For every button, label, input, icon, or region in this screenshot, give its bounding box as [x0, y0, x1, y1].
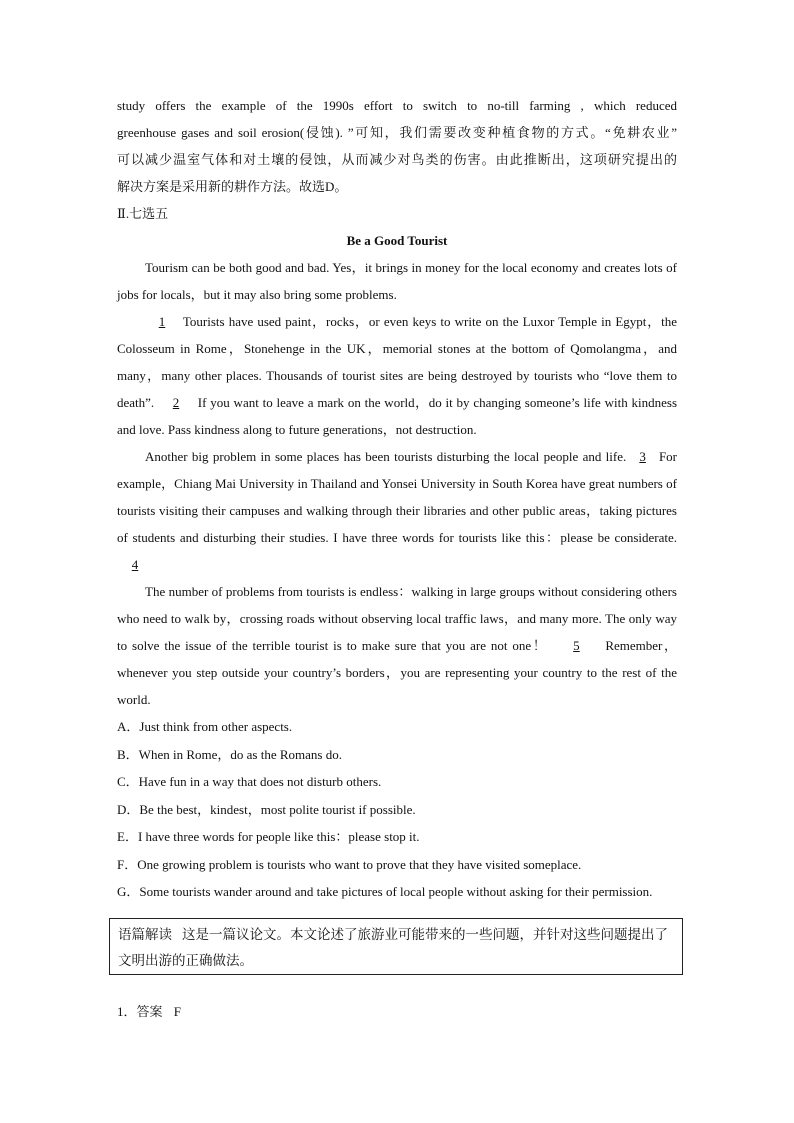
intro-line-1: study offers the example of the 1990s effort to switch to no-till farming , which reduced	[117, 98, 677, 113]
paragraph-2-part-a: Tourists have used paint，rocks，or even keys to write on the Luxor Temple in Egypt，the Colosseum in Rome，Stonehenge in the UK，memorial stones at the bottom of Qomolangma，and many，many other places. Thousands of tourist sites are being destroyed by tourists who “love them to death”.	[117, 314, 678, 410]
paragraph-2-part-b: If you want to leave a mark on the world，do it by changing someone’s life with kindness and love. Pass kindness along to future generations，not destruction.	[117, 395, 678, 437]
intro-line-2: greenhouse gases and soil erosion(侵蚀). ”可知，我们需要改变种植食物的方式。“免耕农业”	[117, 125, 677, 140]
option-d: D．Be the best，kindest，most polite tourist if possible.	[117, 801, 416, 817]
option-g: G．Some tourists wander around and take pictures of local people without asking for their permission.	[117, 884, 653, 899]
paragraph-1: Tourism can be both good and bad. Yes，it brings in money for the local economy and creates lots of jobs for locals，but it may also bring some problems.	[117, 260, 677, 302]
answer-value: F	[173, 1004, 181, 1019]
option-b: B．When in Rome，do as the Romans do.	[117, 746, 342, 762]
option-e: E．I have three words for people like this：please stop it.	[117, 829, 420, 844]
section-heading: Ⅱ.七选五	[117, 206, 169, 221]
option-c: C．Have fun in a way that does not disturb others.	[117, 774, 382, 789]
analysis-text: 这是一篇议论文。本文论述了旅游业可能带来的一些问题，并针对这些问题提出了文明出游的正确做法。	[118, 927, 668, 968]
blank-1[interactable]: 1	[158, 314, 166, 329]
intro-line-3: 可以减少温室气体和对土壤的侵蚀，从而减少对鸟类的伤害。由此推断出，这项研究提出的	[117, 152, 677, 167]
analysis-label: 语篇解读	[118, 927, 172, 942]
paragraph-4-part-a: The number of problems from tourists is endless：walking in large groups without considering others who need to walk by，crossing roads without observing local traffic laws，and many more. The only way to solve the issue of the terrible tourist is to make sure that you are not one！	[117, 584, 677, 653]
paragraph-3-part-a: Another big problem in some places has been tourists disturbing the local people and life.	[145, 449, 627, 464]
blank-5[interactable]: 5	[573, 638, 580, 653]
paragraph-3-part-b: For example，Chiang Mai University in Thailand and Yonsei University in South Korea have great numbers of tourists visiting their campuses and walking through their libraries and other public areas，taking pictures of students and disturbing their studies. I have three words for tourists like this：please be considerate.	[117, 449, 678, 545]
intro-line-4: 解决方案是采用新的耕作方法。故选D。	[117, 179, 348, 194]
paragraph-2	[117, 308, 677, 443]
blank-4[interactable]: 4	[131, 557, 139, 572]
answer-line	[117, 998, 181, 1025]
analysis-box	[109, 918, 683, 975]
blank-2[interactable]: 2	[172, 395, 180, 410]
passage-title: Be a Good Tourist	[346, 233, 448, 248]
option-a: A．Just think from other aspects.	[117, 719, 293, 734]
option-f: F．One growing problem is tourists who want to prove that they have visited someplace.	[117, 856, 582, 872]
document-body	[117, 92, 677, 906]
blank-3[interactable]: 3	[639, 449, 646, 464]
paragraph-4	[117, 578, 677, 713]
paragraph-4-part-b: Remember，whenever you step outside your country’s borders，you are representing your country to the rest of the world.	[117, 638, 677, 707]
answer-number: 1．答案	[117, 1004, 163, 1019]
paragraph-3	[117, 443, 677, 578]
